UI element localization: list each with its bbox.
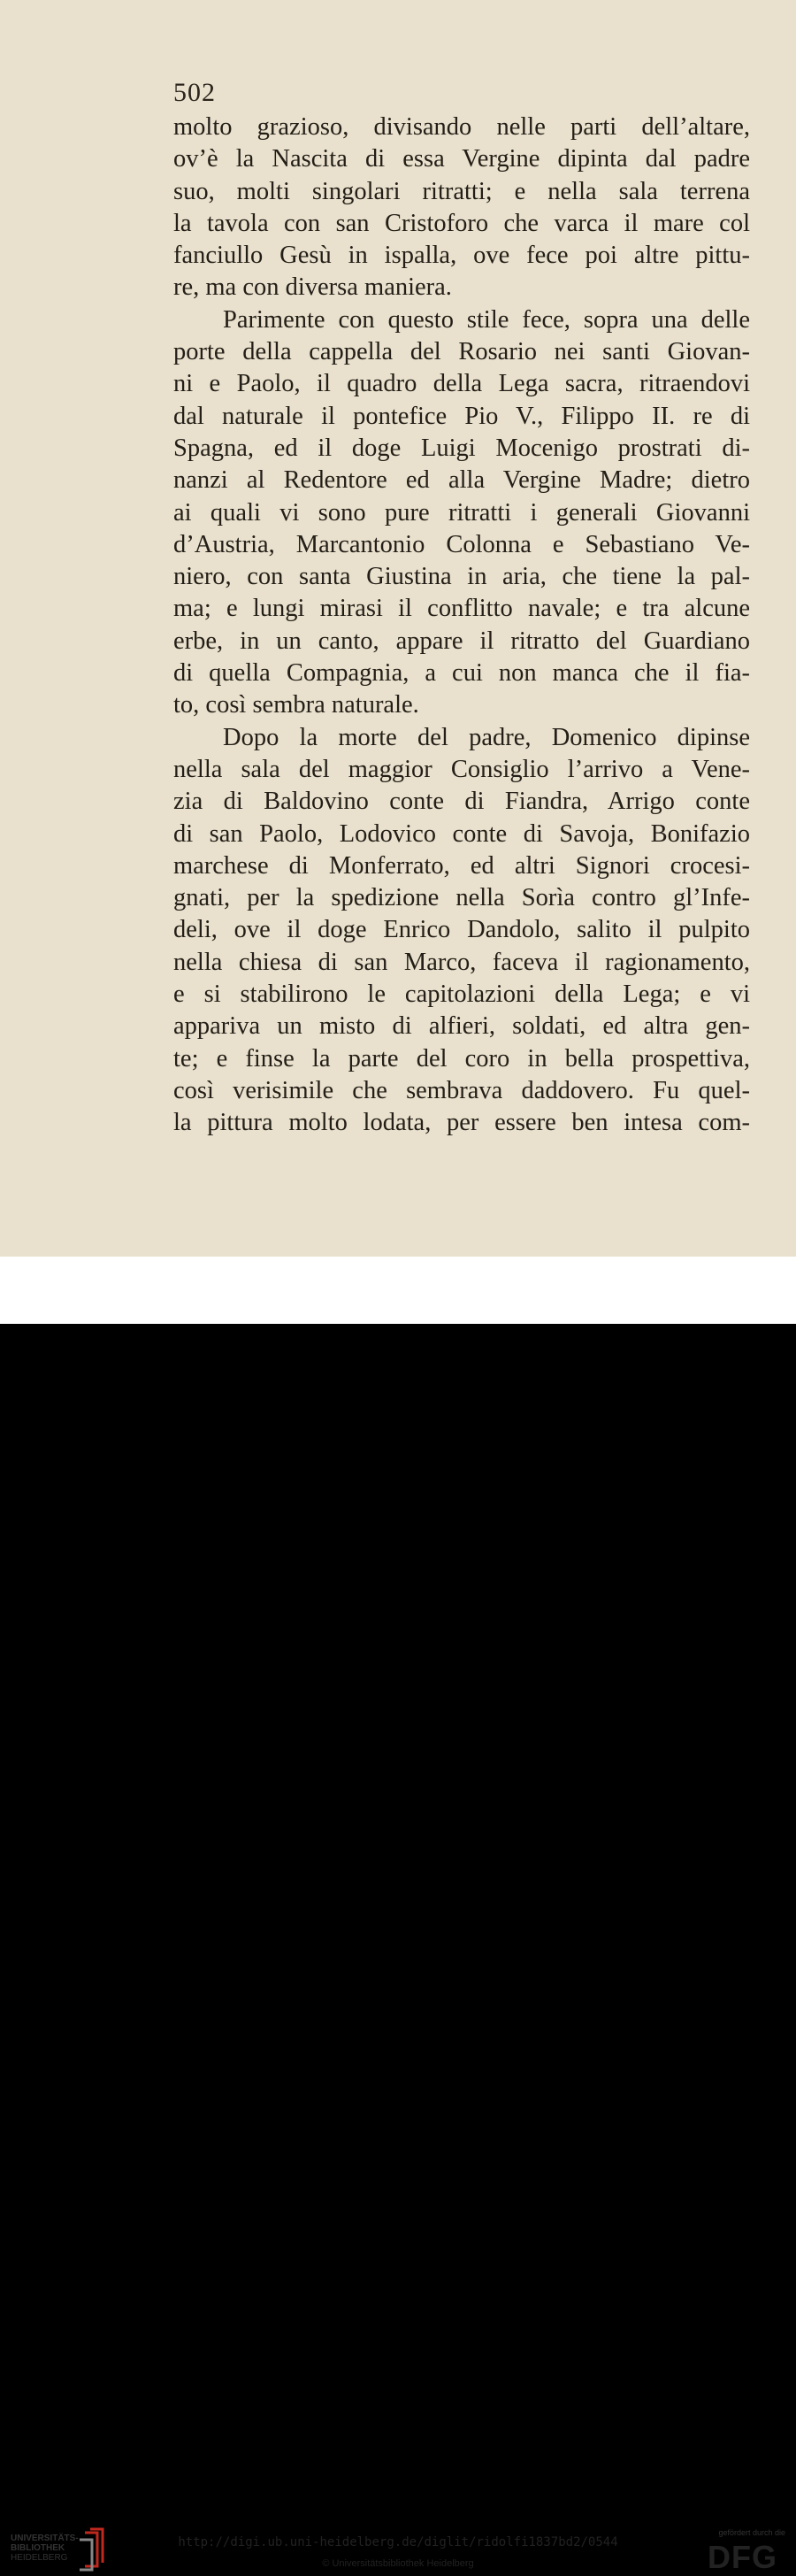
- text-line: d’Austria, Marcantonio Colonna e Sebastiano Ve-: [173, 530, 750, 558]
- text-line: gnati, per la spedizione nella Sorìa contro gl’Infe-: [173, 884, 750, 912]
- text-line: nanzi al Redentore ed alla Vergine Madre; dietro: [173, 466, 750, 495]
- text-line: deli, ove il doge Enrico Dandolo, salito il pulpito: [173, 916, 750, 944]
- scanned-page: [0, 0, 796, 1257]
- text-line: di san Paolo, Lodovico conte di Savoja, Bonifazio: [173, 819, 750, 848]
- text-line: così verisimile che sembrava daddovero. Fu quel-: [173, 1076, 750, 1104]
- text-line: di quella Compagnia, a cui non manca che il fia-: [173, 659, 750, 688]
- text-line: ov’è la Nascita di essa Vergine dipinta dal padre: [173, 145, 750, 173]
- footer-bar: [0, 1257, 796, 2575]
- text-line: nella sala del maggior Consiglio l’arrivo a Vene-: [173, 755, 750, 783]
- text-line: zia di Baldovino conte di Fiandra, Arrigo conte: [173, 788, 750, 816]
- text-line: erbe, in un canto, appare il ritratto del Guardiano: [173, 627, 750, 655]
- text-line: Parimente con questo stile fece, sopra una delle: [223, 305, 750, 334]
- text-line: appariva un misto di alfieri, soldati, ed altra gen-: [173, 1012, 750, 1041]
- page-number: 502: [173, 78, 216, 107]
- text-line: to, così sembra naturale.: [173, 691, 419, 719]
- body-text: [173, 111, 750, 1140]
- copyright-notice: © Universitätsbibliothek Heidelberg: [322, 2558, 474, 2569]
- permalink-url[interactable]: http://digi.ub.uni-heidelberg.de/diglit/ridolfi1837bd2/0544: [178, 2535, 618, 2549]
- text-line: la tavola con san Cristoforo che varca il mare col: [173, 209, 750, 237]
- logo-line-1: UNIVERSITÄTS-: [11, 2534, 79, 2543]
- text-line: Spagna, ed il doge Luigi Mocenigo prostrati di-: [173, 434, 750, 462]
- text-line: ai quali vi sono pure ritratti i generali Giovanni: [173, 498, 750, 527]
- text-line: molto grazioso, divisando nelle parti dell’altare,: [173, 113, 750, 141]
- text-line: dal naturale il pontefice Pio V., Filippo II. re di: [173, 402, 750, 430]
- text-line: Dopo la morte del padre, Domenico dipinse: [223, 723, 750, 751]
- text-line: ni e Paolo, il quadro della Lega sacra, ritraendovi: [173, 370, 750, 398]
- text-line: nella chiesa di san Marco, faceva il ragionamento,: [173, 948, 750, 976]
- text-line: marchese di Monferrato, ed altri Signori crocesi-: [173, 851, 750, 880]
- text-line: porte della cappella del Rosario nei santi Giovan-: [173, 338, 750, 366]
- logo-line-2: BIBLIOTHEK: [11, 2543, 65, 2553]
- text-line: fanciullo Gesù in ispalla, ove fece poi altre pittu-: [173, 242, 750, 270]
- text-line: suo, molti singolari ritratti; e nella sala terrena: [173, 177, 750, 205]
- text-line: la pittura molto lodata, per essere ben intesa com-: [173, 1109, 750, 1137]
- text-line: re, ma con diversa maniera.: [173, 273, 452, 302]
- text-line: niero, con santa Giustina in aria, che tiene la pal-: [173, 563, 750, 591]
- logo-line-3: HEIDELBERG: [11, 2553, 68, 2563]
- funder-caption: gefördert durch die: [718, 2528, 785, 2537]
- dfg-logo: DFG: [708, 2539, 777, 2575]
- text-line: ma; e lungi mirasi il conflitto navale; e tra alcune: [173, 595, 750, 623]
- text-line: te; e finse la parte del coro in bella prospettiva,: [173, 1044, 750, 1073]
- text-line: e si stabilirono le capitolazioni della Lega; e vi: [173, 980, 750, 1009]
